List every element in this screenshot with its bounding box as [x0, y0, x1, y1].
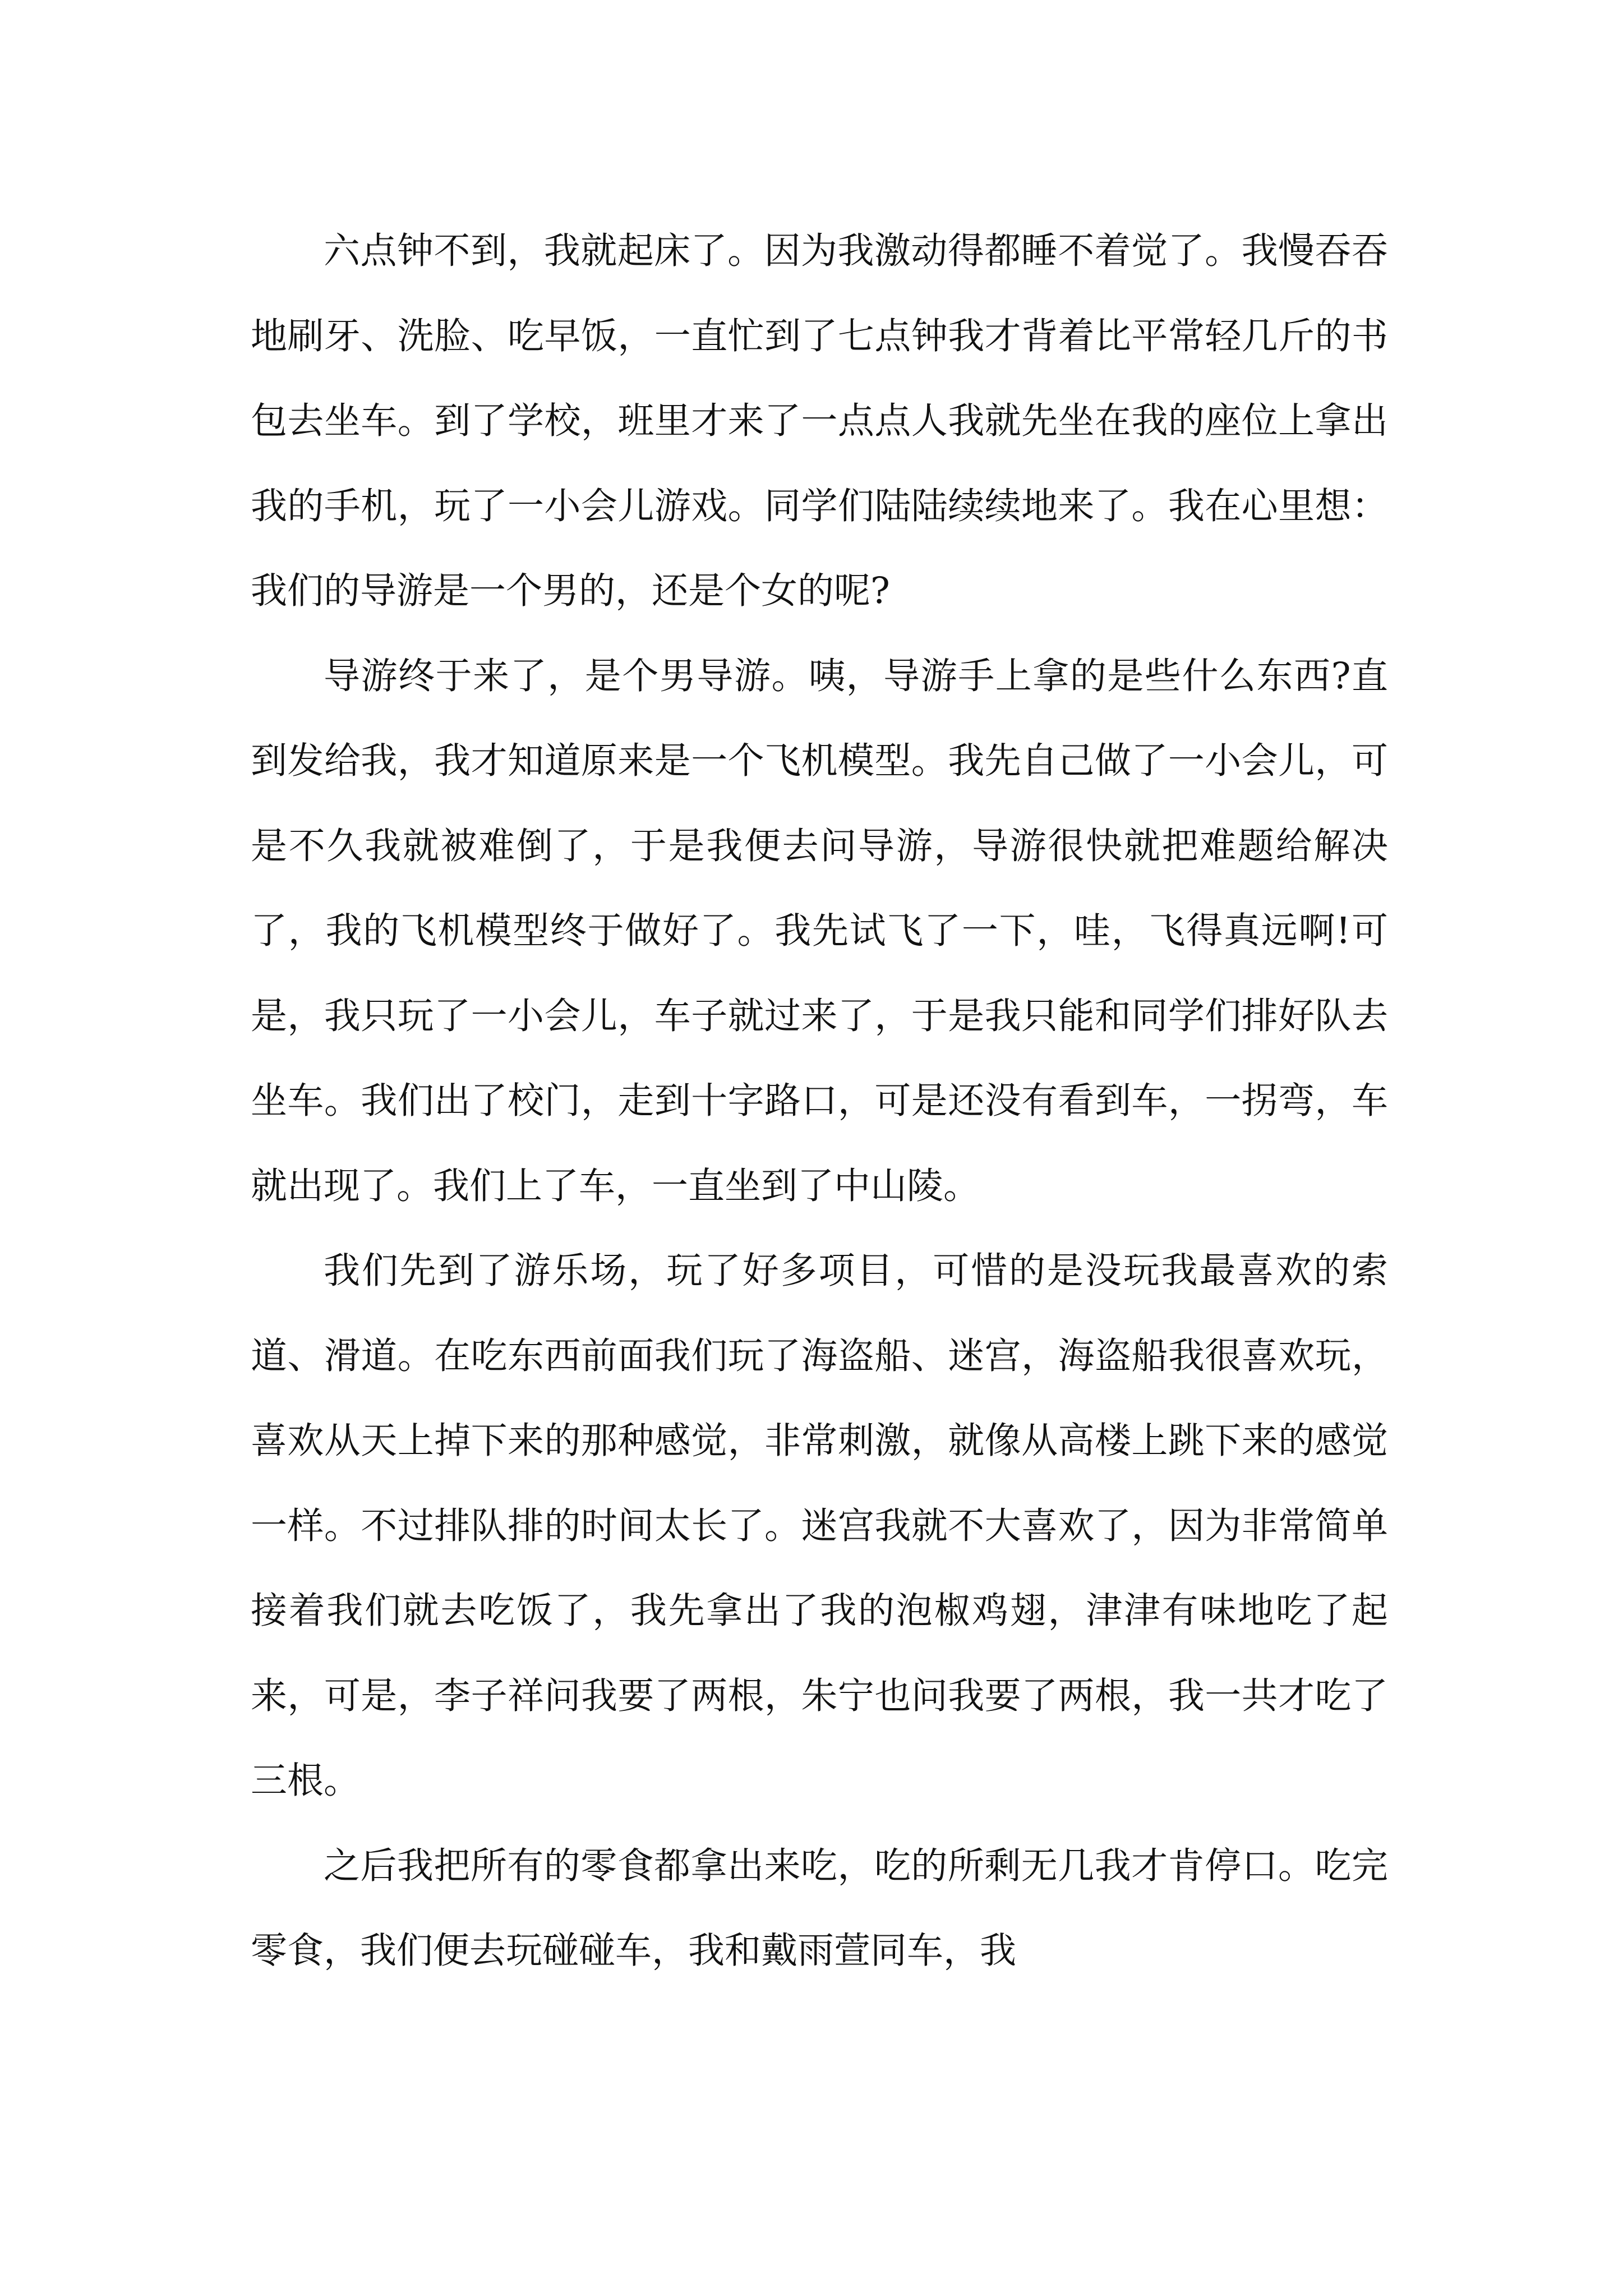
paragraph-3: 我们先到了游乐场，玩了好多项目，可惜的是没玩我最喜欢的索道、滑道。在吃东西前面我们玩了海盗船、迷宫，海盗船我很喜欢玩，喜欢从天上掉下来的那种感觉，非常刺激，就像从高楼上跳下来的感觉一样。不过排队排的时间太长了。迷宫我就不大喜欢了，因为非常简单接着我们就去吃饭了，我先拿出了我的泡椒鸡翅，津津有味地吃了起来，可是，李子祥问我要了两根，朱宁也问我要了两根，我一共才吃了三根。: [251, 1250, 1388, 1802]
document-body: [251, 209, 1388, 1994]
paragraph-1: 六点钟不到，我就起床了。因为我激动得都睡不着觉了。我慢吞吞地刷牙、洗脸、吃早饭，一直忙到了七点钟我才背着比平常轻几斤的书包去坐车。到了学校，班里才来了一点点人我就先坐在我的座位上拿出我的手机，玩了一小会儿游戏。同学们陆陆续续地来了。我在心里想：我们的导游是一个男的，还是个女的呢?: [251, 230, 1388, 612]
paragraph-4: 之后我把所有的零食都拿出来吃，吃的所剩无几我才肯停口。吃完零食，我们便去玩碰碰车，我和戴雨萱同车，我: [251, 1844, 1388, 1972]
paragraph-2: 导游终于来了，是个男导游。咦，导游手上拿的是些什么东西?直到发给我，我才知道原来是一个飞机模型。我先自己做了一小会儿，可是不久我就被难倒了，于是我便去问导游，导游很快就把难题给解决了，我的飞机模型终于做好了。我先试飞了一下，哇，飞得真远啊!可是，我只玩了一小会儿，车子就过来了，于是我只能和同学们排好队去坐车。我们出了校门，走到十字路口，可是还没有看到车，一拐弯，车就出现了。我们上了车，一直坐到了中山陵。: [251, 655, 1388, 1207]
